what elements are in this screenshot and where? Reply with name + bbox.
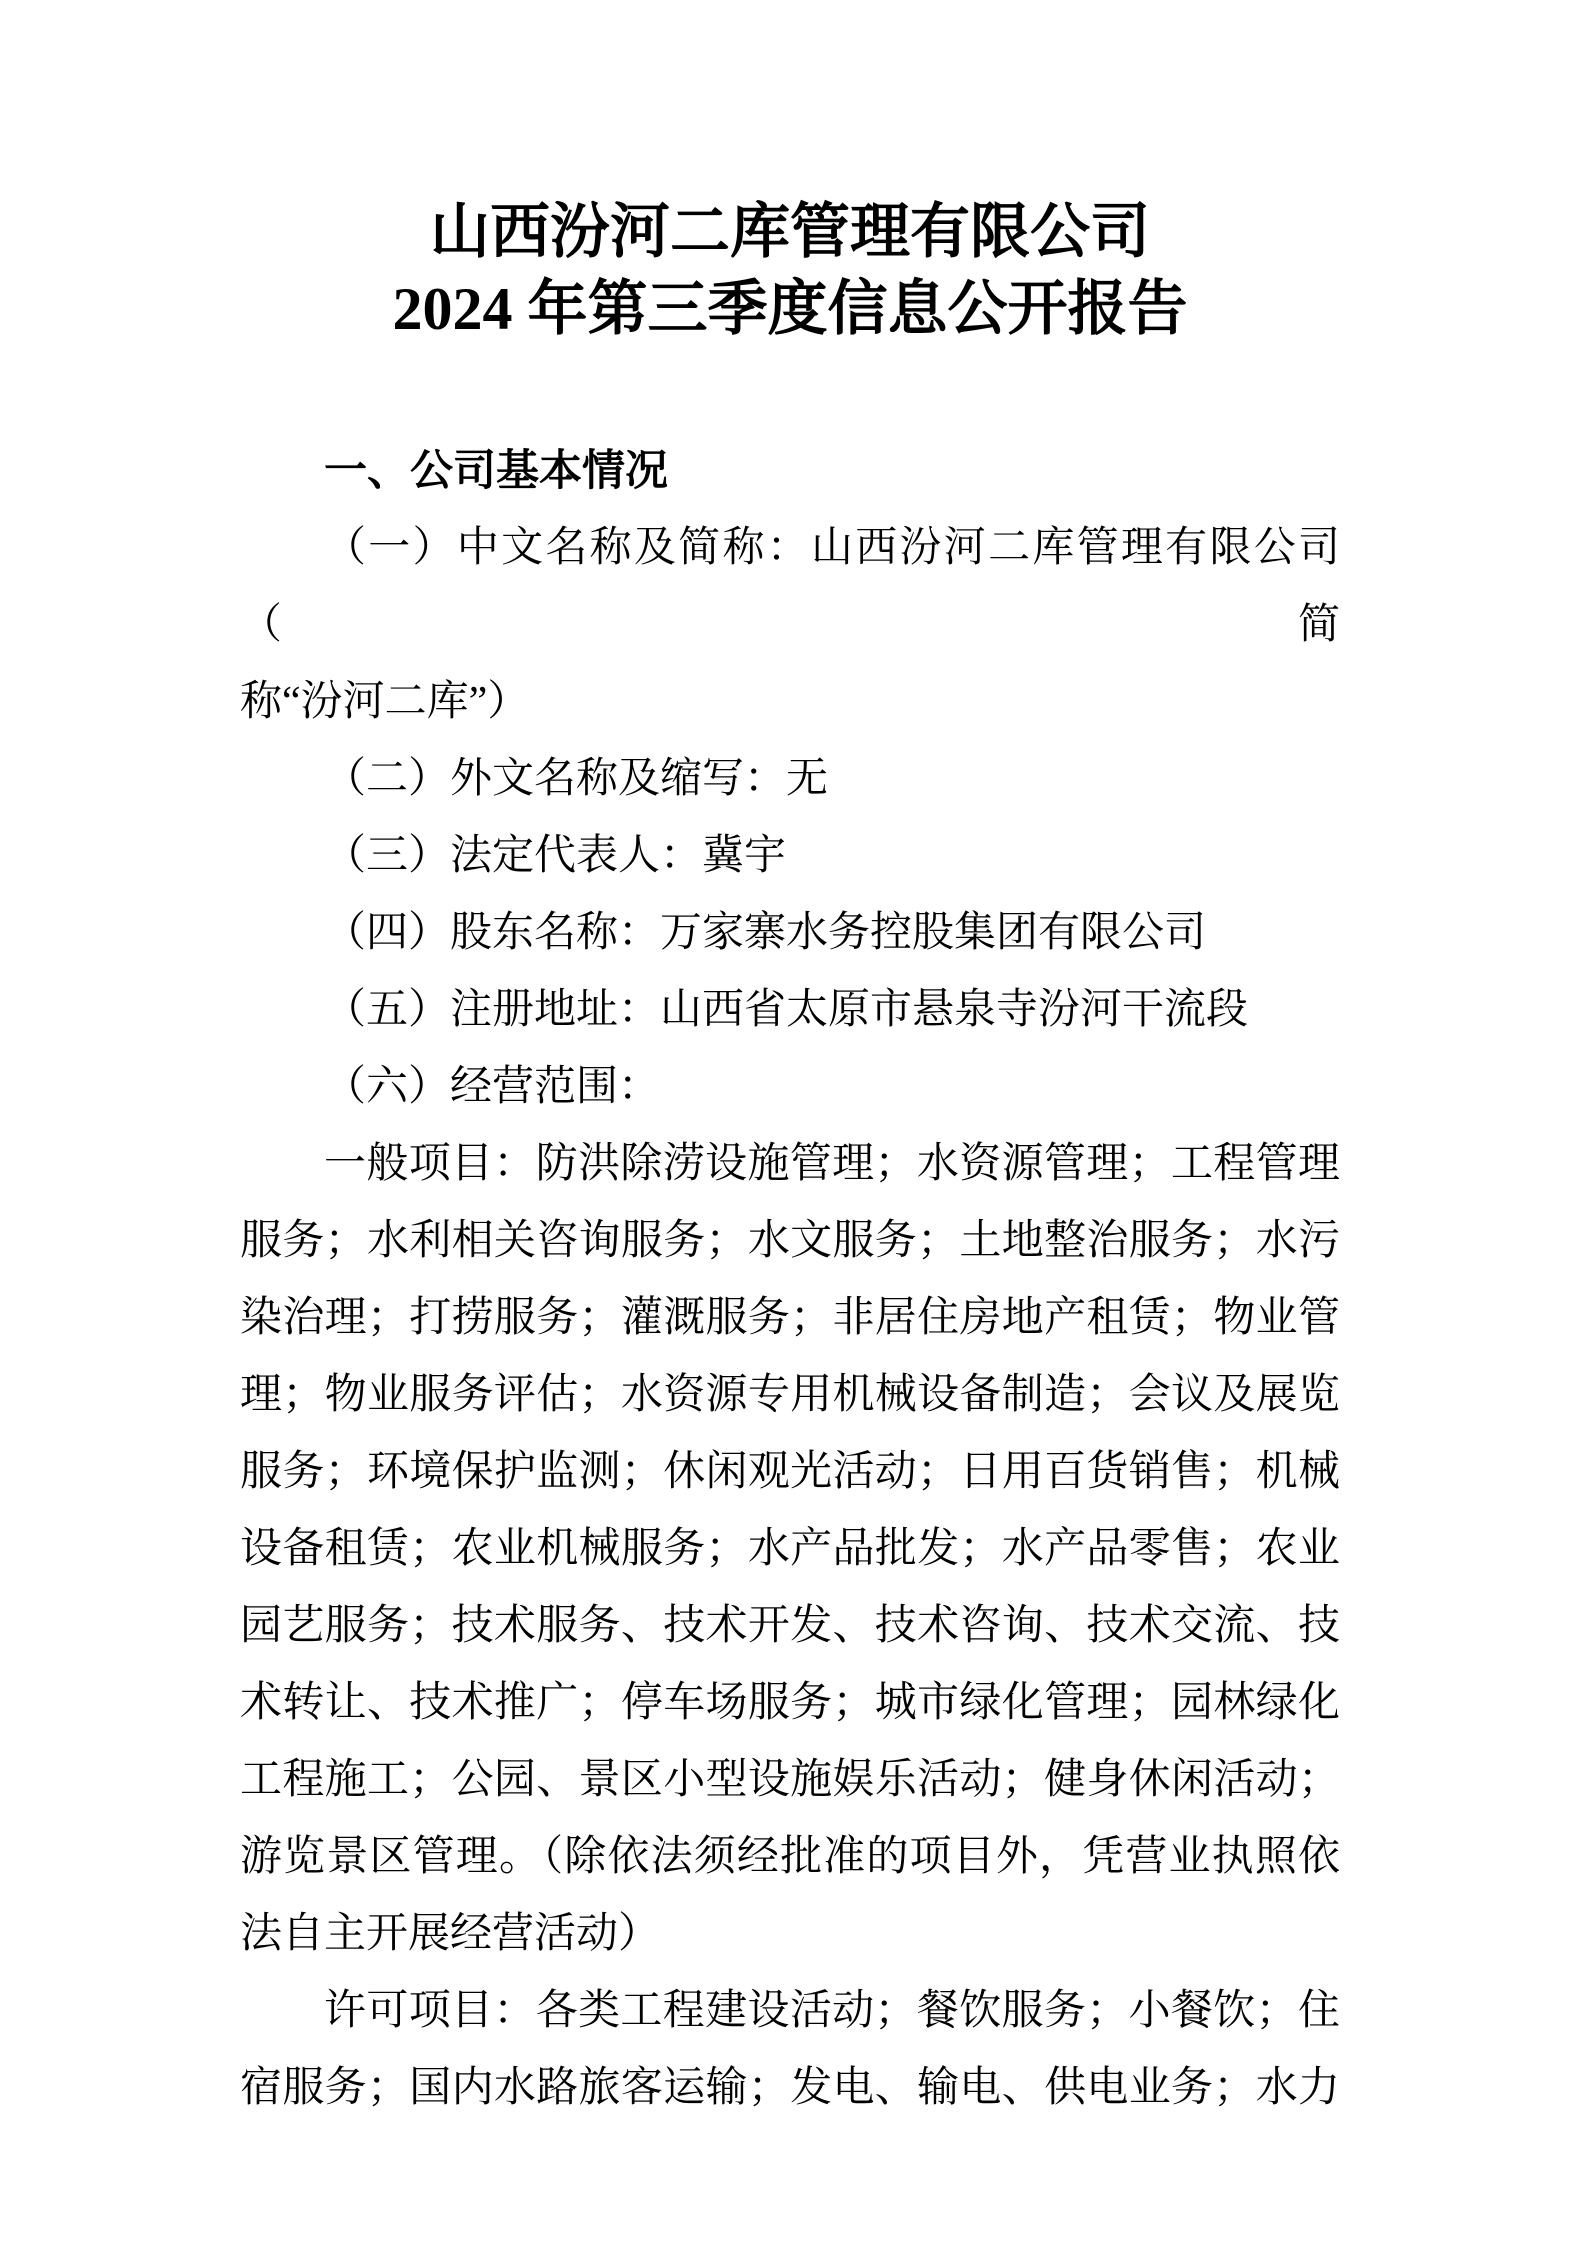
para-general-projects-line-4: 理；物业服务评估；水资源专用机械设备制造；会议及展览 [240, 1372, 1340, 1418]
section-heading-company-basic-info: 一、公司基本情况 [324, 447, 668, 495]
para-shareholder-name: （四）股东名称：万家寨水务控股集团有限公司 [324, 910, 1207, 956]
para-registered-address: （五）注册地址：山西省太原市悬泉寺汾河干流段 [324, 987, 1249, 1033]
para-foreign-name: （二）外文名称及缩写：无 [324, 756, 829, 802]
report-title-line-2: 2024 年第三季度信息公开报告 [392, 276, 1188, 342]
para-general-projects-line-2: 服务；水利相关咨询服务；水文服务；土地整治服务；水污 [240, 1218, 1340, 1264]
para-general-projects-line-5: 服务；环境保护监测；休闲观光活动；日用百货销售；机械 [240, 1449, 1340, 1495]
para-legal-representative: （三）法定代表人：冀宇 [324, 833, 787, 879]
para-chinese-name-line-1: （一）中文名称及简称：山西汾河二库管理有限公司（简 [240, 525, 1340, 648]
para-general-projects-line-10: 游览景区管理。（除依法须经批准的项目外，凭营业执照依 [240, 1834, 1340, 1880]
para-general-projects-line-3: 染治理；打捞服务；灌溉服务；非居住房地产租赁；物业管 [240, 1295, 1340, 1341]
para-general-projects-line-6: 设备租赁；农业机械服务；水产品批发；水产品零售；农业 [240, 1526, 1340, 1572]
para-general-projects-line-11: 法自主开展经营活动） [240, 1911, 661, 1957]
para-general-projects-line-1: 一般项目：防洪除涝设施管理；水资源管理；工程管理 [324, 1141, 1340, 1187]
para-licensed-projects-line-2: 宿服务；国内水路旅客运输；发电、输电、供电业务；水力 [240, 2065, 1340, 2111]
para-general-projects-line-9: 工程施工；公园、景区小型设施娱乐活动；健身休闲活动； [240, 1757, 1340, 1803]
para-general-projects-line-7: 园艺服务；技术服务、技术开发、技术咨询、技术交流、技 [240, 1603, 1340, 1649]
para-licensed-projects-line-1: 许可项目：各类工程建设活动；餐饮服务；小餐饮；住 [324, 1988, 1340, 2034]
para-general-projects-line-8: 术转让、技术推广；停车场服务；城市绿化管理；园林绿化 [240, 1680, 1340, 1726]
para-business-scope-label: （六）经营范围： [324, 1064, 661, 1110]
report-title-line-1: 山西汾河二库管理有限公司 [430, 199, 1150, 265]
para-chinese-name-line-2: 称“汾河二库”） [240, 679, 530, 725]
